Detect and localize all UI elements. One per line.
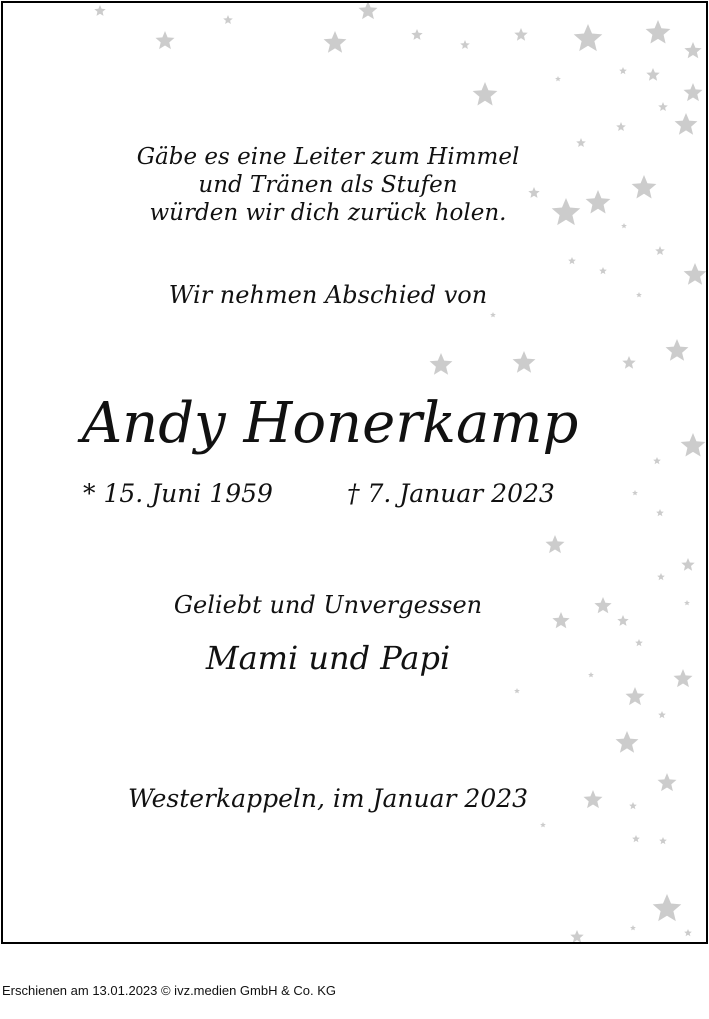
publication-footer: Erschienen am 13.01.2023 © ivz.medien GmbH & Co. KG [2, 983, 337, 998]
star-icon [632, 490, 638, 495]
verse-line-1: Gäbe es eine Leiter zum Himmel [136, 144, 520, 170]
star-icon [653, 894, 682, 921]
star-icon [514, 28, 527, 41]
star-icon [490, 312, 496, 317]
star-icon [540, 822, 546, 827]
star-icon [630, 925, 636, 930]
birth-date: * 15. Juni 1959 [83, 479, 273, 508]
star-icon [684, 263, 706, 285]
place-and-date: Westerkappeln, im Januar 2023 [127, 784, 529, 813]
star-icon [681, 433, 706, 457]
star-icon [514, 688, 520, 693]
star-icon [646, 20, 671, 44]
star-icon [675, 113, 698, 135]
star-icon [674, 669, 693, 687]
star-icon [658, 773, 677, 791]
star-icon [626, 687, 645, 705]
star-icon [460, 40, 470, 49]
star-icon [658, 102, 668, 111]
star-icon [681, 558, 694, 571]
verse [3, 143, 653, 227]
star-icon [546, 535, 565, 553]
star-icon [646, 68, 659, 81]
star-icon [223, 15, 233, 24]
star-icon [616, 122, 626, 131]
star-icon [619, 67, 627, 74]
death-date: † 7. Januar 2023 [347, 479, 555, 508]
star-icon [622, 356, 635, 369]
deceased-name: Andy Honerkamp [81, 391, 579, 456]
farewell-intro: Wir nehmen Abschied von [168, 281, 488, 309]
star-icon [324, 31, 347, 53]
star-icon [574, 24, 603, 51]
family-signature: Mami und Papi [205, 639, 451, 677]
star-icon [359, 3, 378, 19]
star-icon [659, 837, 667, 844]
star-icon [513, 351, 536, 373]
star-icon [599, 267, 607, 274]
star-icon [658, 711, 666, 718]
star-icon [568, 257, 576, 264]
star-icon [684, 929, 692, 936]
star-icon [555, 76, 561, 81]
star-icon [570, 930, 583, 942]
verse-line-3: würden wir dich zurück holen. [149, 200, 507, 226]
star-icon [657, 573, 665, 580]
star-icon [473, 82, 498, 106]
star-icon [684, 83, 703, 101]
star-icon [94, 5, 105, 16]
star-icon [156, 31, 175, 49]
star-icon [632, 835, 640, 842]
star-icon [653, 457, 661, 464]
verse-line-2: und Tränen als Stufen [198, 172, 458, 198]
star-icon [656, 509, 664, 516]
star-icon [411, 29, 422, 40]
star-icon [430, 353, 453, 375]
star-icon [666, 339, 689, 361]
star-icon [655, 246, 665, 255]
star-icon [684, 600, 690, 605]
obituary-notice [1, 1, 708, 944]
remembrance-line: Geliebt und Unvergessen [173, 591, 483, 619]
star-icon [616, 731, 639, 753]
star-icon [684, 42, 701, 58]
